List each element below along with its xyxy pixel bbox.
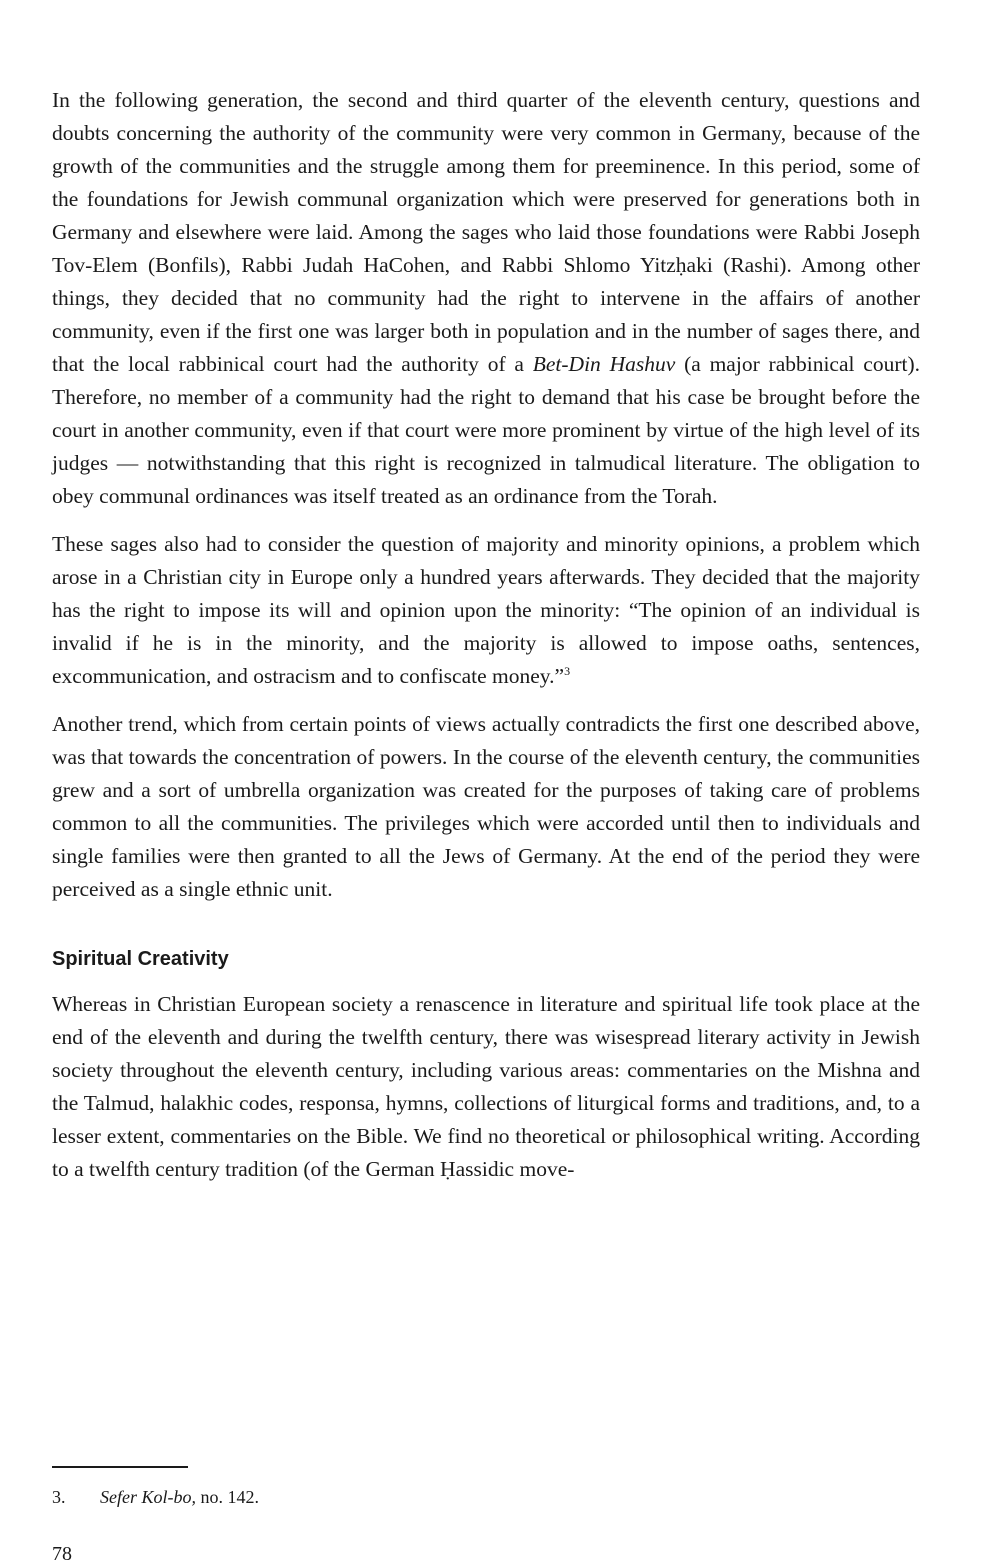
footnote-number: 3. (52, 1487, 66, 1507)
footnote-divider (52, 1466, 188, 1468)
paragraph-4 (52, 988, 920, 1186)
paragraph-2-text: These sages also had to consider the question of majority and minority opinions, a problem which arose in a Christian city in Europe only a hundred years afterwards. They decided that the majority has the right to impose its will and opinion upon the minority: “The opinion of an individual is invalid if he is in the minority, and the majority is allowed to impose oaths, sentences, excommunication, and ostracism and to confiscate money.” (52, 532, 920, 688)
paragraph-1-text-b: (a major rabbinical court). Therefore, no member of a community had the right to demand that his case be brought before the court in another community, even if that court were more prominent by virtue of the high level of its judges — notwithstanding that this right is recognized in talmudical literature. The obligation to obey communal ordinances was itself treated as an ordinance from the Torah. (52, 352, 920, 508)
paragraph-4-text: Whereas in Christian European society a renascence in literature and spiritual life took place at the end of the eleventh and during the twelfth century, there was wisespread literary activity in Jewish society throughout the eleventh century, including various areas: commentaries on the Mishna and the Talmud, halakhic codes, responsa, hymns, collections of liturgical forms and traditions, and, to a lesser extent, commentaries on the Bible. We find no theoretical or philosophical writing. According to a twelfth century tradition (of the German Ḥassidic move- (52, 992, 920, 1181)
footnote-title: Sefer Kol-bo, (100, 1487, 196, 1507)
page-body (52, 84, 920, 1186)
footnote-reference[interactable]: 3 (564, 664, 571, 678)
paragraph-1 (52, 84, 920, 513)
paragraph-3-text: Another trend, which from certain points of views actually contradicts the first one described above, was that towards the concentration of powers. In the course of the eleventh century, the communities grew and a sort of umbrella organization was created for the purposes of taking care of problems common to all the communities. The privileges which were accorded until then to individuals and single families were then granted to all the Jews of Germany. At the end of the period they were perceived as a single ethnic unit. (52, 712, 920, 901)
footnote-text: no. 142. (196, 1487, 259, 1507)
footnote (52, 1484, 259, 1510)
paragraph-2 (52, 528, 920, 693)
paragraph-3 (52, 708, 920, 906)
paragraph-1-text-a: In the following generation, the second and third quarter of the eleventh century, questions and doubts concerning the authority of the community were very common in Germany, because of the growth of the communities and the struggle among them for preeminence. In this period, some of the foundations for Jewish communal organization which were preserved for generations both in Germany and elsewhere were laid. Among the sages who laid those foundations were Rabbi Joseph Tov-Elem (Bonfils), Rabbi Judah HaCohen, and Rabbi Shlomo Yitzḥaki (Rashi). Among other things, they decided that no community had the right to intervene in the affairs of another community, even if the first one was larger both in population and in the number of sages there, and that the local rabbinical court had the authority of a (52, 88, 920, 376)
section-heading: Spiritual Creativity (52, 948, 229, 970)
paragraph-1-italic-term: Bet-Din Hashuv (532, 352, 676, 376)
page-number: 78 (52, 1543, 72, 1565)
